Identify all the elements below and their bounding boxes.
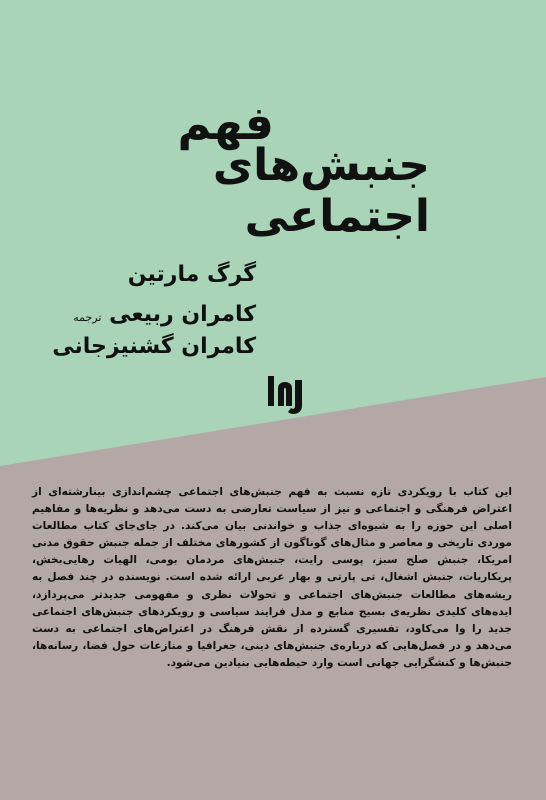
translator-label: ترجمه (73, 311, 102, 324)
author-name: گرگ مارتین (127, 262, 256, 287)
back-blurb: این کتاب با رویکردی تازه نسبت به فهم جنبش‌های اجتماعی چشم‌اندازی بینارشته‌ای از اعتراض فرهنگی و اجتماعی و نیز از سیاست تعارضی به دست می‌دهد و نظریه‌ها و مفاهیم اصلی این حوزه را به شیوه‌ای جذاب و خواندنی بیان می‌کند. در جای‌جای کتاب مطالعات موردی تاریخی و معاصر و مثال‌های گوناگون از کشورهای مختلف از جمله جنبش حقوق مدنی امریکا، جنبش صلح سبز، پوسی رایت، جنبش‌های مردمان بومی، الهیات رهایی‌بخش، پریکاریات، جنبش اشغال، تی پارتی و بهار عربی ارائه شده است. نویسنده در چند فصل به ریشه‌های مطالعات جنبش‌های اجتماعی و تحولات نظری و مفهومی جدیدتر می‌پردازد، ایده‌های کلیدی نظریه‌ی بسیج منابع و مدل فرایند سیاسی و رویکردهای جنبش‌های اجتماعی جدید را وا می‌کاود، تفسیری گسترده از نقش فرهنگ در اعتراض‌های اجتماعی به دست می‌دهد و در فصل‌هایی که درباره‌ی جنبش‌های دینی، جغرافیا و منازعات حول فضا، رسانه‌ها، جنبش‌ها و کنشگرایی جهانی است وارد حیطه‌هایی بنیادین می‌شود. (32, 486, 512, 669)
translator-name-2: کامران گشنیزجانی (52, 334, 256, 359)
translator-name-1: کامران ربیعی (109, 302, 256, 327)
book-title-line-2: جنبش‌های اجتماعی (212, 140, 430, 242)
translator-line-1 (69, 302, 256, 327)
publisher-logo-icon (262, 370, 308, 418)
book-title-line-1: فهم (177, 96, 274, 150)
